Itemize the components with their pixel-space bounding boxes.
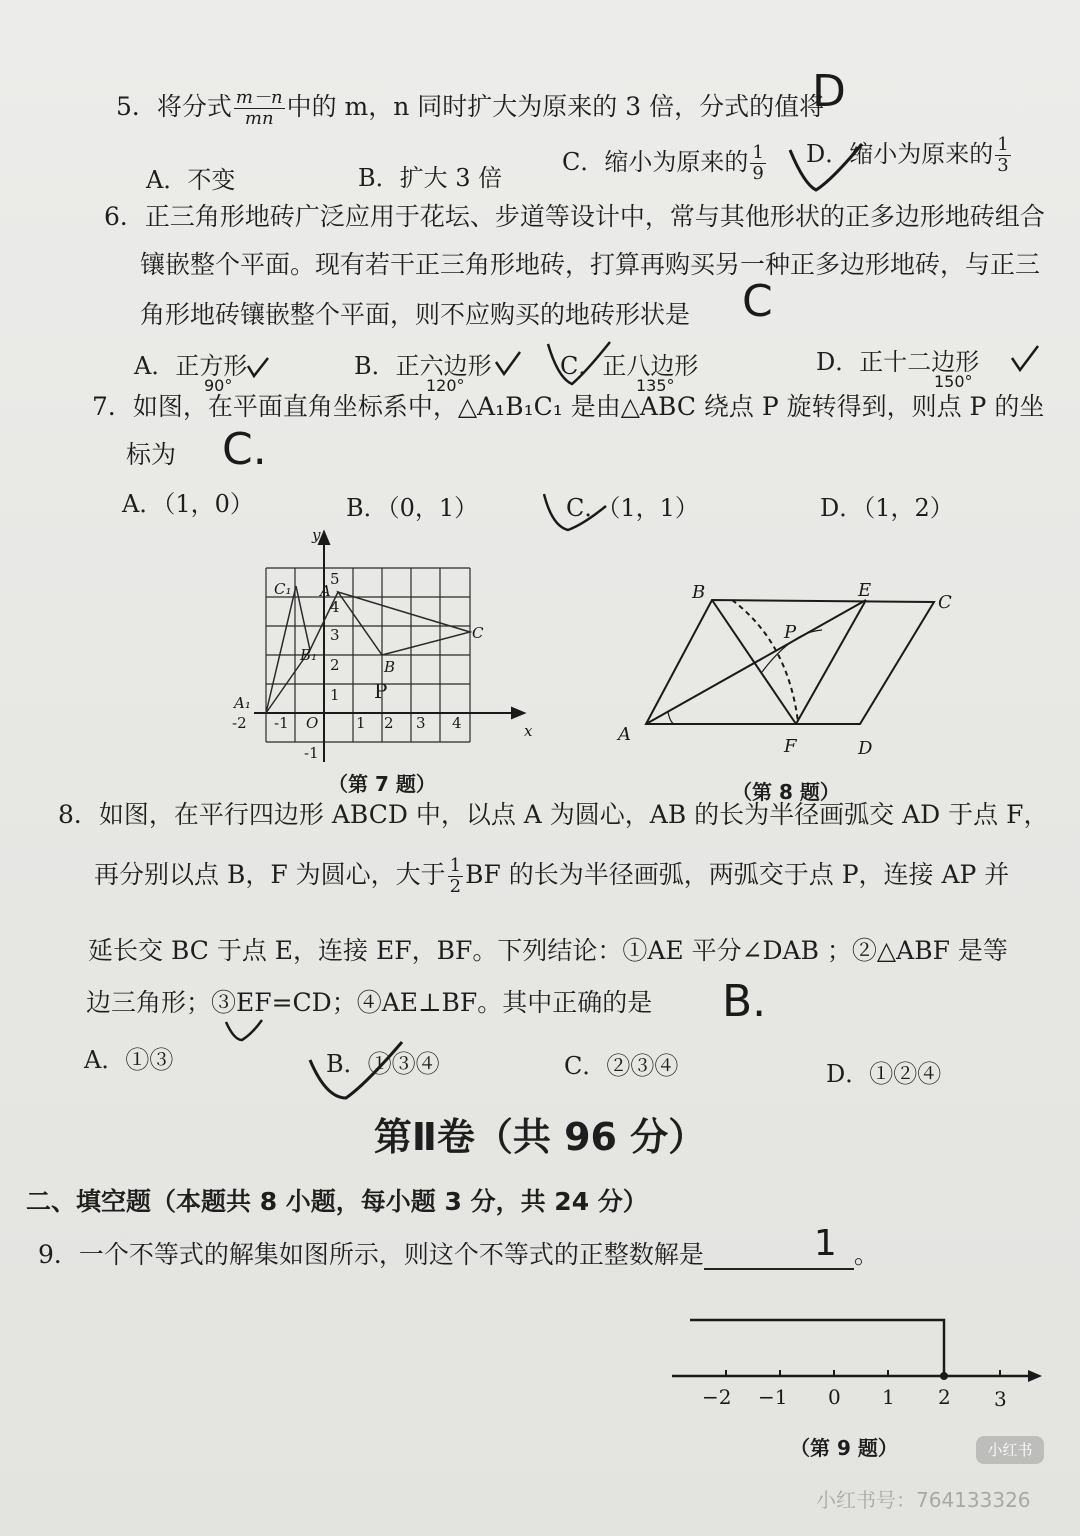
q8-option-c: C．②③④ <box>564 1052 679 1080</box>
q6-option-c: C．正八边形 <box>560 352 699 380</box>
q5-frac-num: m－n <box>235 87 283 108</box>
fig7-label-P: P <box>374 679 388 703</box>
fig7-label-C1: C₁ <box>274 580 292 598</box>
q5-frac-den: mn <box>244 107 274 129</box>
fig8-label-D: D <box>858 738 873 759</box>
q8-line-1: 8．如图，在平行四边形 ABCD 中，以点 A 为圆心，AB 的长为半径画弧交 AD 于点 F， <box>58 800 1049 829</box>
q8-check-3-icon <box>224 1014 264 1044</box>
q5-check-mark-icon <box>786 140 866 196</box>
q8-check-b-icon <box>306 1040 406 1104</box>
q5-prefix: 5．将分式 <box>116 91 232 121</box>
fig7-y-tick-3: 3 <box>330 626 340 644</box>
section-2-title: 第Ⅱ卷（共 96 分） <box>373 1115 707 1159</box>
q5-option-a: A．不变 <box>146 166 236 194</box>
q9-handwritten-answer: 1 <box>813 1223 837 1264</box>
fig7-label-C: C <box>472 624 484 642</box>
q6-line-1: 6．正三角形地砖广泛应用于花坛、步道等设计中，常与其他形状的正多边形地砖组合 <box>104 202 1045 231</box>
q5-handwritten-answer: D <box>812 66 846 117</box>
q8-half-fraction <box>448 856 463 897</box>
q5-option-c-frac <box>750 143 765 184</box>
q5-d-den: 3 <box>997 155 1009 176</box>
figure-9-number-line <box>668 1310 1052 1420</box>
fig9-tick-neg1: −1 <box>758 1385 788 1409</box>
q7-check-c-icon <box>540 490 610 534</box>
q8-option-d: D．①②④ <box>826 1060 942 1088</box>
fig8-label-E: E <box>858 580 872 601</box>
fig7-axis-y: y <box>312 526 321 544</box>
fig8-caption: （第 8 题） <box>732 780 840 804</box>
fig9-tick-2: 2 <box>938 1385 951 1409</box>
q6-option-d: D．正十二边形 <box>816 348 980 376</box>
fig7-x-tick-3: 3 <box>416 714 426 732</box>
watermark-id: 小红书号：764133326 <box>816 1488 1031 1512</box>
q7-option-a: A．（1，0） <box>122 490 254 518</box>
fig7-y-tick-neg1: -1 <box>304 744 319 762</box>
q5-option-b: B．扩大 3 倍 <box>358 164 503 192</box>
q6-line-2: 镶嵌整个平面。现有若干正三角形地砖，打算再购买另一种正多边形地砖，与正三 <box>140 250 1041 279</box>
fig7-label-A: A <box>320 582 331 600</box>
q6-angle-note-c: 135° <box>636 376 675 395</box>
fig7-label-B1: B₁ <box>300 646 318 664</box>
q6-check-a-icon <box>246 356 270 380</box>
q6-option-b: B．正六边形 <box>354 352 492 380</box>
q8-line-3: 延长交 BC 于点 E，连接 EF，BF。下列结论：①AE 平分∠DAB ；②△ABF 是等 <box>88 936 1008 965</box>
q8-frac-den: 2 <box>449 875 462 897</box>
q8-line-2 <box>94 856 1009 897</box>
q9-answer-blank <box>704 1223 854 1270</box>
fig7-x-tick-4: 4 <box>452 714 462 732</box>
figure-7-coordinate-grid <box>224 522 534 772</box>
q7-option-d: D．（1，2） <box>820 494 954 522</box>
figure-8-parallelogram <box>612 572 972 762</box>
q6-option-a: A．正方形 <box>134 352 248 380</box>
q8-line-2-suffix: BF 的长为半径画弧，两弧交于点 P，连接 AP 并 <box>465 859 1010 889</box>
q5-fraction <box>234 88 285 129</box>
fig7-y-tick-4: 4 <box>330 598 340 616</box>
q6-check-b-icon <box>494 350 522 378</box>
q7-handwritten-answer: C. <box>222 424 267 475</box>
fig7-y-tick-1: 1 <box>330 686 340 704</box>
q5-c-num: 1 <box>752 142 764 164</box>
q7-line-2: 标为 <box>126 440 177 469</box>
q5-suffix: 中的 m，n 同时扩大为原来的 3 倍，分式的值将 <box>286 91 825 121</box>
q6-angle-note-b: 120° <box>426 376 465 395</box>
fig7-axis-x: x <box>524 722 533 740</box>
fig9-tick-neg2: −2 <box>702 1385 732 1409</box>
q5-option-d-frac <box>995 135 1010 176</box>
q6-angle-note-a: 90° <box>204 376 233 395</box>
q7-option-b: B．（0，1） <box>346 494 479 522</box>
fig8-label-B: B <box>692 582 706 603</box>
fig9-tick-3: 3 <box>994 1387 1007 1411</box>
q5-d-num: 1 <box>997 134 1009 156</box>
fig7-origin: O <box>306 714 319 732</box>
fig8-label-P: P <box>784 622 797 643</box>
fig7-caption: （第 7 题） <box>328 772 436 796</box>
q5-option-c-text: C．缩小为原来的 <box>562 148 749 176</box>
q9-end: 。 <box>853 1240 879 1269</box>
fig9-tick-1: 1 <box>882 1385 895 1409</box>
q6-angle-note-d: 150° <box>934 372 973 391</box>
q8-line-4: 边三角形；③EF=CD；④AE⊥BF。其中正确的是 <box>86 988 653 1017</box>
q6-handwritten-answer: C <box>742 276 773 327</box>
fig7-x-tick-neg1: -1 <box>274 714 289 732</box>
fig8-label-A: A <box>618 724 631 745</box>
fig7-x-tick-1: 1 <box>356 714 366 732</box>
q5-c-den: 9 <box>752 163 764 184</box>
question-5 <box>116 88 824 129</box>
fig8-label-C: C <box>938 592 952 613</box>
fill-in-section-heading: 二、填空题（本题共 8 小题，每小题 3 分，共 24 分） <box>26 1187 648 1216</box>
fig7-x-tick-neg2: -2 <box>232 714 247 732</box>
q7-option-c: C．（1，1） <box>566 494 699 522</box>
q6-check-c-icon <box>544 338 614 388</box>
fig7-y-tick-5: 5 <box>330 570 340 588</box>
watermark-badge: 小红书 <box>976 1436 1044 1464</box>
fig9-tick-0: 0 <box>828 1385 841 1409</box>
question-9 <box>38 1223 879 1270</box>
q8-option-a: A．①③ <box>84 1046 174 1074</box>
q8-handwritten-answer: B. <box>722 976 767 1027</box>
q6-line-3: 角形地砖镶嵌整个平面，则不应购买的地砖形状是 <box>140 300 691 329</box>
q8-line-2-prefix: 再分别以点 B，F 为圆心，大于 <box>94 859 446 889</box>
q7-line-1: 7．如图，在平面直角坐标系中，△A₁B₁C₁ 是由△ABC 绕点 P 旋转得到，则点 P 的坐 <box>92 392 1045 421</box>
q8-frac-num: 1 <box>449 855 462 876</box>
fig7-x-tick-2: 2 <box>384 714 394 732</box>
fig9-caption: （第 9 题） <box>790 1436 898 1460</box>
fig7-label-B: B <box>384 658 396 676</box>
fig8-label-F: F <box>784 736 797 757</box>
q8-option-b: B．①③④ <box>326 1050 440 1078</box>
q6-check-d-icon <box>1010 344 1040 374</box>
fig7-y-tick-2: 2 <box>330 656 340 674</box>
q9-text: 9．一个不等式的解集如图所示，则这个不等式的正整数解是 <box>38 1240 704 1269</box>
q5-option-c <box>562 142 768 184</box>
q5-option-d-text: D．缩小为原来的 <box>806 140 994 168</box>
fig7-label-A1: A₁ <box>234 694 251 712</box>
